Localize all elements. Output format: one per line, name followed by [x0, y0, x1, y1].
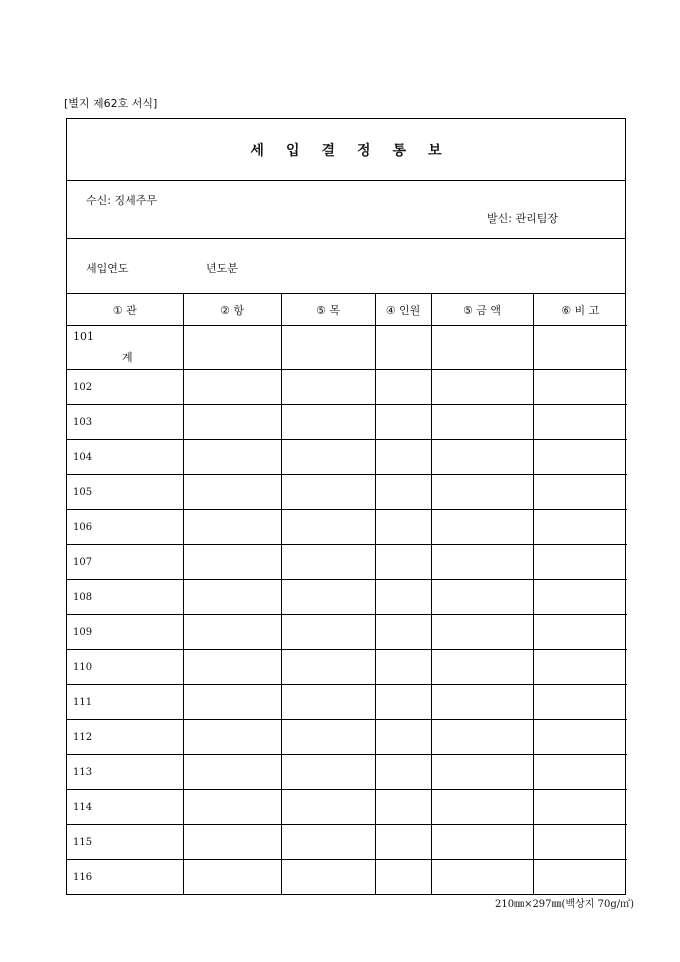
- table-cell: [281, 685, 375, 720]
- table-cell: [183, 510, 281, 545]
- table-cell: [281, 650, 375, 685]
- table-cell: [281, 720, 375, 755]
- table-cell: [281, 755, 375, 790]
- table-cell: [281, 370, 375, 405]
- table-cell: [533, 440, 627, 475]
- row-code: 105: [67, 475, 183, 510]
- table-header-row: [67, 294, 627, 326]
- table-cell: [375, 405, 431, 440]
- table-row: [67, 580, 627, 615]
- table-row: [67, 510, 627, 545]
- table-cell: [183, 755, 281, 790]
- table-cell: [533, 650, 627, 685]
- row-code: 104: [67, 440, 183, 475]
- table-cell: [533, 790, 627, 825]
- row-code: 114: [67, 790, 183, 825]
- table-cell: [431, 475, 533, 510]
- table-cell: [431, 370, 533, 405]
- table-cell: [431, 405, 533, 440]
- table-cell: [533, 755, 627, 790]
- table-cell: [533, 825, 627, 860]
- table-row: [67, 860, 627, 895]
- table-cell: [533, 545, 627, 580]
- table-cell: [533, 580, 627, 615]
- table-cell: [375, 650, 431, 685]
- table-cell: [281, 475, 375, 510]
- table-cell: [431, 790, 533, 825]
- table-cell: [375, 510, 431, 545]
- table-cell: [533, 326, 627, 370]
- revenue-year-row: [67, 239, 625, 294]
- table-cell: [431, 755, 533, 790]
- table-cell: [281, 790, 375, 825]
- table-cell: [375, 326, 431, 370]
- table-cell: [375, 615, 431, 650]
- table-cell: [183, 370, 281, 405]
- table-row: [67, 326, 627, 370]
- row-code: 111: [67, 685, 183, 720]
- table-cell: [533, 615, 627, 650]
- table-row: [67, 370, 627, 405]
- row-code: 112: [67, 720, 183, 755]
- sender-text: 발신: 관리팀장: [487, 212, 558, 225]
- table-row: [67, 790, 627, 825]
- table-cell: [375, 440, 431, 475]
- table-row: [67, 440, 627, 475]
- row-code: 109: [67, 615, 183, 650]
- table-cell: [375, 370, 431, 405]
- table-cell: [431, 860, 533, 895]
- row-code: 110: [67, 650, 183, 685]
- receiver-text: 수신: 징세주무: [86, 194, 157, 207]
- table-row: [67, 720, 627, 755]
- table-row: [67, 825, 627, 860]
- table-cell: [431, 510, 533, 545]
- decision-notice-form: [66, 118, 626, 895]
- table-cell: [431, 720, 533, 755]
- table-cell: [375, 580, 431, 615]
- table-cell: [533, 370, 627, 405]
- table-row: [67, 615, 627, 650]
- table-cell: [281, 440, 375, 475]
- table-cell: [183, 685, 281, 720]
- revenue-year-label: 세입연도: [86, 262, 129, 275]
- table-cell: [281, 405, 375, 440]
- table-cell: [183, 545, 281, 580]
- table-cell: [431, 580, 533, 615]
- table-cell: [281, 545, 375, 580]
- row-code: 108: [67, 580, 183, 615]
- col-amount-header: ⑤ 금 액: [431, 294, 533, 326]
- table-row: [67, 475, 627, 510]
- row-code: 113: [67, 755, 183, 790]
- form-title: 세입결정통보: [250, 142, 464, 159]
- table-cell: [281, 860, 375, 895]
- table-cell: [183, 440, 281, 475]
- receiver-sender-row: [67, 181, 625, 239]
- table-cell: [281, 825, 375, 860]
- title-row: [67, 119, 625, 181]
- table-cell: [533, 720, 627, 755]
- table-cell: [533, 405, 627, 440]
- table-cell: [533, 475, 627, 510]
- table-cell: [431, 825, 533, 860]
- table-cell: [183, 326, 281, 370]
- table-cell: [431, 440, 533, 475]
- table-cell: [375, 475, 431, 510]
- table-cell: [431, 326, 533, 370]
- table-cell: [183, 825, 281, 860]
- col-hang-header: ② 항: [183, 294, 281, 326]
- revenue-year-value: 년도분: [206, 262, 238, 275]
- table-cell: [183, 475, 281, 510]
- table-cell: [533, 860, 627, 895]
- form-label: [별지 제62호 서식]: [64, 97, 158, 110]
- table-cell: [281, 580, 375, 615]
- table-cell: [281, 615, 375, 650]
- row-code: 101: [73, 330, 94, 343]
- table-cell: [533, 510, 627, 545]
- table-cell: [375, 545, 431, 580]
- row-code: 103: [67, 405, 183, 440]
- table-cell: [431, 685, 533, 720]
- table-cell: [431, 615, 533, 650]
- table-cell: [183, 790, 281, 825]
- col-personnel-header: ④ 인원: [375, 294, 431, 326]
- table-cell: [375, 755, 431, 790]
- table-cell: [183, 650, 281, 685]
- table-row: [67, 650, 627, 685]
- table-cell: [183, 720, 281, 755]
- table-row: [67, 755, 627, 790]
- row-code: 102: [67, 370, 183, 405]
- col-remarks-header: ⑥ 비 고: [533, 294, 627, 326]
- table-row: [67, 685, 627, 720]
- table-cell: [375, 790, 431, 825]
- row-code: 106: [67, 510, 183, 545]
- total-label: 계: [122, 351, 133, 364]
- row-code: 115: [67, 825, 183, 860]
- table-cell: [183, 860, 281, 895]
- table-cell: [375, 685, 431, 720]
- row-code-cell: [67, 326, 183, 370]
- table-row: [67, 545, 627, 580]
- row-code: 107: [67, 545, 183, 580]
- table-cell: [375, 720, 431, 755]
- revenue-table: [67, 294, 627, 894]
- row-code: 116: [67, 860, 183, 895]
- table-cell: [183, 615, 281, 650]
- table-cell: [431, 545, 533, 580]
- table-cell: [533, 685, 627, 720]
- table-cell: [183, 580, 281, 615]
- paper-spec-footer: 210㎜×297㎜(백상지 70g/㎡): [494, 899, 634, 910]
- table-cell: [281, 326, 375, 370]
- table-row: [67, 405, 627, 440]
- table-cell: [375, 860, 431, 895]
- table-cell: [183, 405, 281, 440]
- col-mok-header: ⑤ 목: [281, 294, 375, 326]
- table-cell: [375, 825, 431, 860]
- col-gwan-header: ① 관: [67, 294, 183, 326]
- table-cell: [431, 650, 533, 685]
- table-cell: [281, 510, 375, 545]
